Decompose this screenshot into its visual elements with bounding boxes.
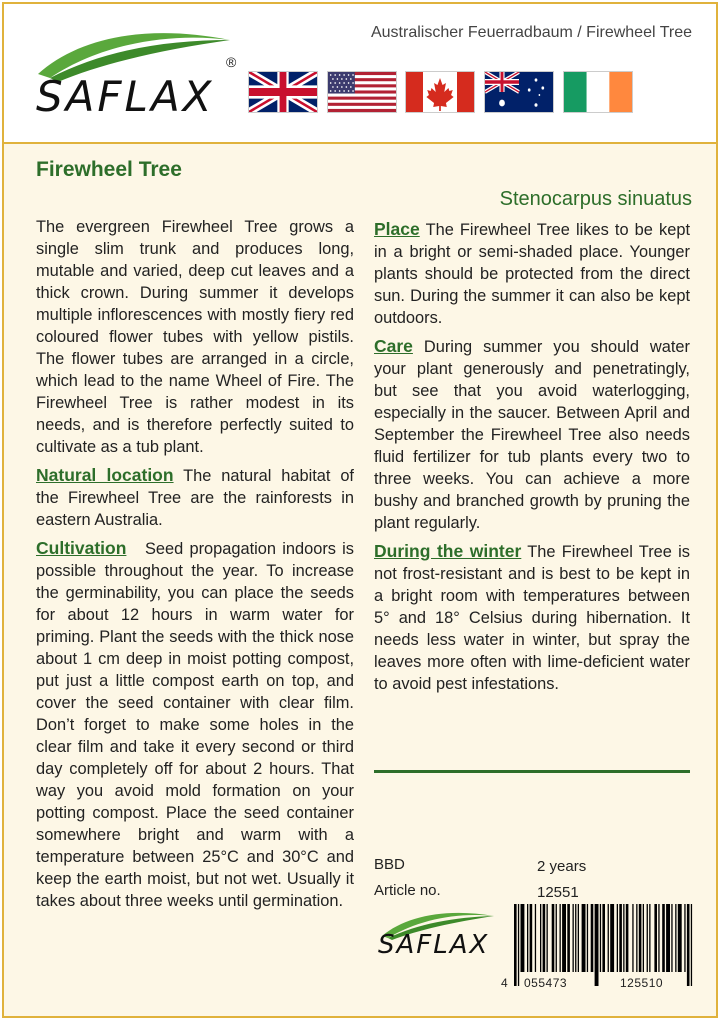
intro-paragraph: The evergreen Firewheel Tree grows a single slim trunk and produces long, mutable and varied, deep cut leaves and a thick crown. During summer it develops multiple inflorescences with mostly fiery red coloured flower tubes with yellow pistils. The flower tubes are arranged in a circle, which lead to the name Wheel of Fire. The Firewheel Tree is rather modest in its needs, and is therefore perfectly suited to cultivate as a tub plant. [36,218,354,456]
barcode-bar [535,904,536,972]
barcode-bar [567,904,570,972]
uk-flag-icon [249,72,317,112]
product-title: Australischer Feuerradbaum / Firewheel Tree [370,24,692,41]
barcode-bar [595,904,599,986]
place-section [374,218,690,329]
barcode-bar [514,904,517,986]
ireland-flag-icon [564,72,632,112]
footer-logo-text: SAFLAX [378,930,490,960]
barcode-bar [547,904,548,972]
barcode [500,904,694,1005]
barcode-bar [649,904,650,972]
barcode-bar [610,904,614,972]
barcode-right-group: 125510 [620,976,664,990]
barcode-bar [687,904,690,986]
barcode-left-group: 055473 [524,976,568,990]
barcode-bar [578,904,579,972]
barcode-bar [552,904,555,972]
barcode-bar [617,904,618,972]
barcode-bar [662,904,665,972]
article-label: Article no. [374,882,441,899]
barcode-bar [658,904,659,972]
australia-flag-icon [485,72,553,112]
barcode-bar [521,904,525,972]
page-title: Firewheel Tree [36,158,182,181]
barcode-bar [543,904,546,972]
barcode-bar [575,904,576,972]
barcode-bar [573,904,574,972]
barcode-bar [647,904,648,972]
care-section [374,335,690,534]
winter-heading: During the winter [374,541,522,561]
barcode-bar [639,904,642,972]
barcode-bar [556,904,557,972]
barcode-bar [591,904,594,972]
barcode-bar [518,904,519,986]
barcode-first-digit: 4 [501,976,508,990]
cultivation-section [36,537,354,912]
bbd-value: 2 years [537,858,587,875]
header-logo [30,24,240,124]
barcode-bar [626,904,629,972]
bbd-label: BBD [374,856,405,873]
barcode-bar [587,904,588,972]
cultivation-text: Seed propagation indoors is possible throughout the year. To increase the germinability, you can place the seeds for about 12 hours in warm water for priming. Plant the seeds with the thick nose about 1 cm deep in moist potting compost, put just a little compost earth on top, and cover the seed container with clear film. Don’t forget to make some holes in the clear film and take it every second or third day completely off for about 2 hours. That way you avoid mold formation on your potting compost. Place the seed container somewhere bright and warm with a temperature between 25°C and 30°C and keep the earth moist, but not wet. Usually it takes about three weeks until germination. [36,540,354,910]
barcode-bar [671,904,672,972]
registered-mark: ® [226,54,237,70]
natural-location-text: The natural habitat of the Firewheel Tree are the rainforests in eastern Australia. [36,467,354,529]
care-text: During summer you should water your plant generously and penetratingly, but see that you avoid waterlogging, especially in the saucer. Between April and September the Firewheel Tree also needs fluid fertilizer for tub plants every two to three weeks. You can achieve a more bushy and branched growth by pruning the plant regularly. [374,338,691,532]
barcode-bar [675,904,676,972]
section-divider [374,770,690,773]
barcode-bar [684,904,685,972]
barcode-bar [623,904,624,972]
footer-logo [376,908,500,968]
barcode-bar [600,904,601,972]
place-text: The Firewheel Tree likes to be kept in a bright or semi-shaded place. Younger plants should be protected from the direct sun. During the summer it can also be kept outdoors. [374,221,690,327]
barcode-bar [562,904,566,972]
natural-location-section [36,464,354,531]
barcode-bar [678,904,682,972]
left-column [36,216,354,918]
right-column [374,218,690,701]
barcode-bar [632,904,633,972]
logo-text: SAFLAX [36,72,215,121]
usa-flag-icon [328,72,396,112]
barcode-bar [666,904,670,972]
natural-location-heading: Natural location [36,465,174,485]
winter-text: The Firewheel Tree is not frost-resistant and is best to be kept in a bright room with temperatures between 5° and 18° Celsius during hibernation. It needs less water in winter, but spray the leaves more often with lime-deficient water to avoid pest infestations. [374,543,690,693]
barcode-bar [530,904,533,972]
place-heading: Place [374,219,420,239]
cultivation-heading: Cultivation [36,538,127,558]
winter-section [374,540,690,695]
barcode-bar [636,904,637,972]
latin-name: Stenocarpus sinuatus [499,188,692,210]
barcode-bar [560,904,561,972]
barcode-bar [540,904,541,972]
barcode-bar [619,904,622,972]
barcode-bar [602,904,605,972]
article-value: 12551 [537,884,579,901]
barcode-bar [654,904,657,972]
barcode-bar [691,904,692,986]
barcode-bar [527,904,528,972]
barcode-bar [643,904,644,972]
barcode-bar [608,904,609,972]
barcode-bar [582,904,586,972]
care-heading: Care [374,336,413,356]
canada-flag-icon [406,72,474,112]
